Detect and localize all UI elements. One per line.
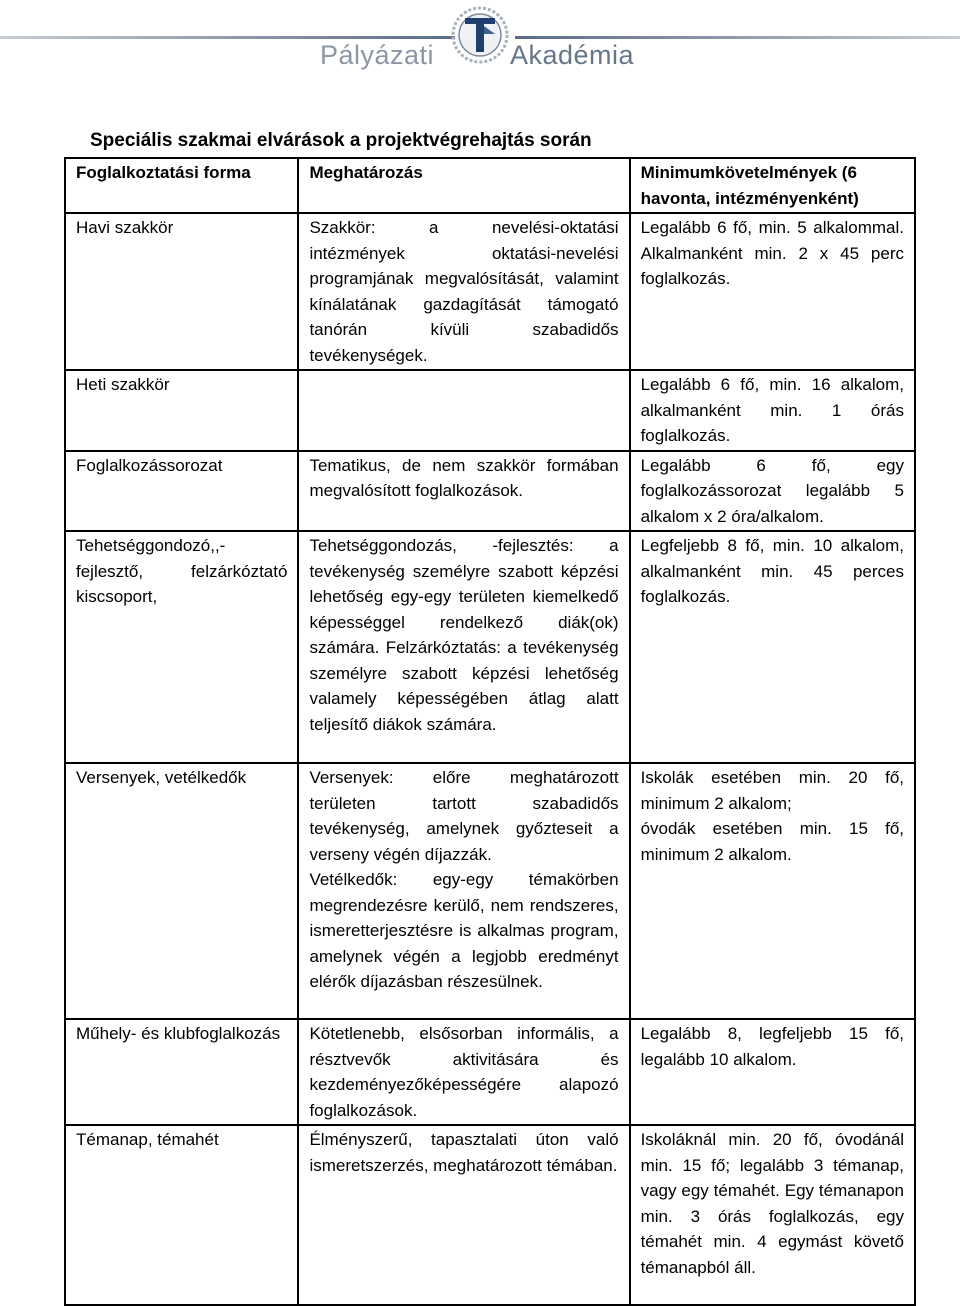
header-rule-left [0,36,455,39]
requirement-cell: Iskoláknál min. 20 fő, óvodánál min. 15 fő; legalább 3 témanap, vagy egy témahét. Egy témanapon min. 3 órás foglalkozás, egy témahét min. 4 egymást követő témanapból áll. [630,1125,915,1305]
definition-cell: Tehetséggondozás, -fejlesztés: a tevékenység személyre szabott képzési lehetőség egy-egy területen kiemelkedő képességgel rendelkező diák(ok) számára. Felzárkóztatás: a tevékenység személyre szabott képzési lehetőség valamely képességében átlag alatt teljesítő diákok számára. [298,531,629,763]
academy-logo-icon [445,4,515,66]
page-header [0,0,960,80]
table-header-row [65,158,915,213]
requirement-cell: Legalább 6 fő, min. 16 alkalom, alkalmanként min. 1 órás foglalkozás. [630,370,915,451]
table-row [65,1125,915,1305]
requirements-table [64,157,916,1306]
brand-name-right: Akadémia [510,40,635,70]
table-row [65,451,915,532]
document-title: Speciális szakmai elvárások a projektvégrehajtás során [90,130,592,151]
requirement-paragraph: Iskolák esetében min. 20 fő, minimum 2 alkalom; [640,768,904,813]
form-cell: Versenyek, vetélkedők [65,763,298,1019]
table-row [65,763,915,1019]
definition-cell [298,763,629,1019]
column-header: Minimumkövetelmények (6 havonta, intézményenként) [630,158,915,213]
table-row [65,213,915,370]
requirement-cell: Legalább 6 fő, egy foglalkozássorozat legalább 5 alkalom x 2 óra/alkalom. [630,451,915,532]
table-row [65,1019,915,1125]
form-cell: Tehetséggondozó,,- fejlesztő, felzárkóztató kiscsoport, [65,531,298,763]
column-header: Meghatározás [298,158,629,213]
column-header: Foglalkoztatási forma [65,158,298,213]
form-cell: Témanap, témahét [65,1125,298,1305]
form-cell: Havi szakkör [65,213,298,370]
requirement-cell: Legalább 6 fő, min. 5 alkalommal. Alkalmanként min. 2 x 45 perc foglalkozás. [630,213,915,370]
definition-paragraph: Vetélkedők: egy-egy témakörben megrendezésre kerülő, nem rendszeres, ismeretterjesztésre is alkalmas program, amelynek végén a legjobb eredményt elérők díjazásban részesülnek. [309,870,619,991]
form-cell: Foglalkozássorozat [65,451,298,532]
table-row [65,531,915,763]
table-row [65,370,915,451]
definition-cell: Élményszerű, tapasztalati úton való ismeretszerzés, meghatározott témában. [298,1125,629,1305]
definition-cell: Szakkör: a nevelési-oktatási intézmények oktatási-nevelési programjának megvalósítását, valamint kínálatának gazdagítását támogató tanórán kívüli szabadidős tevékenységek. [298,213,629,370]
definition-paragraph: Versenyek: előre meghatározott területen tartott szabadidős tevékenység, amelynek győzteseit a verseny végén díjazzák. [309,768,619,864]
form-cell: Műhely- és klubfoglalkozás [65,1019,298,1125]
definition-cell: Kötetlenebb, elsősorban informális, a résztvevők aktivitására és kezdeményezőképességére alapozó foglalkozások. [298,1019,629,1125]
header-rule-right [515,36,960,39]
definition-cell: Tematikus, de nem szakkör formában megvalósított foglalkozások. [298,451,629,532]
requirement-cell: Legalább 8, legfeljebb 15 fő, legalább 10 alkalom. [630,1019,915,1125]
brand-name-left: Pályázati [320,40,435,70]
requirement-cell: Legfeljebb 8 fő, min. 10 alkalom, alkalmanként min. 45 perces foglalkozás. [630,531,915,763]
requirement-paragraph: óvodák esetében min. 15 fő, minimum 2 alkalom. [640,819,904,864]
definition-cell [298,370,629,451]
requirement-cell [630,763,915,1019]
form-cell: Heti szakkör [65,370,298,451]
